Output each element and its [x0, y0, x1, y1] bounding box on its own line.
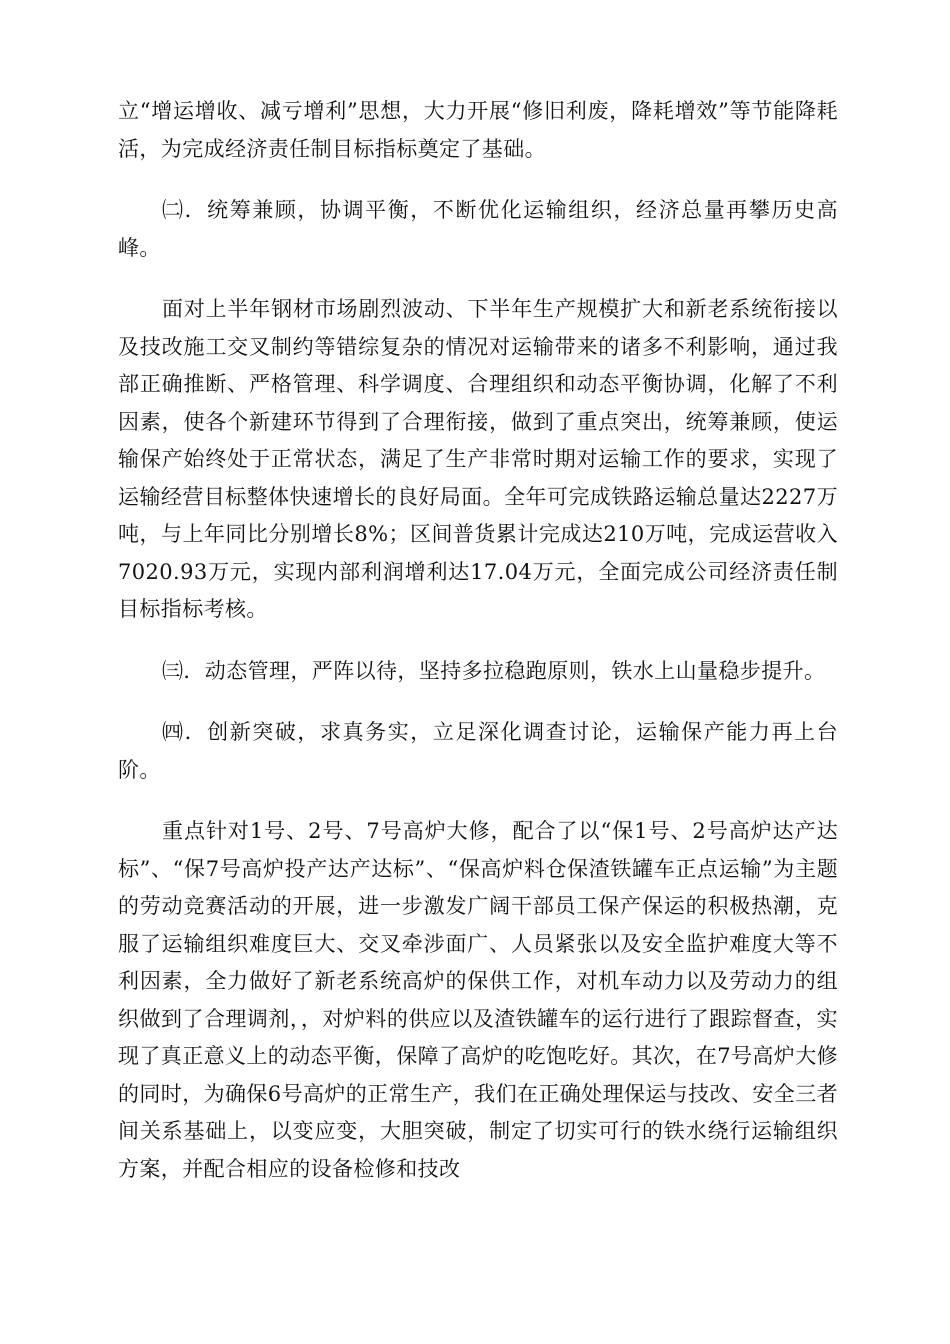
section-heading-2: ㈡．统筹兼顾，协调平衡，不断优化运输组织，经济总量再攀历史高峰。 [118, 198, 838, 260]
section-heading-3: ㈢．动态管理，严阵以待，坚持多拉稳跑原则，铁水上山量稳步提升。 [162, 658, 826, 683]
section-heading-4: ㈣．创新突破，求真务实，立足深化调查讨论，运输保产能力再上台阶。 [118, 720, 838, 782]
document-body [118, 93, 838, 1212]
paragraph-continuation: 立“增运增收、减亏增利”思想，大力开展“修旧利废，降耗增效”等节能降耗活，为完成经济责任制目标指标奠定了基础。 [118, 99, 838, 161]
paragraph-blast-furnace: 重点针对1号、2号、7号高炉大修，配合了以“保1号、2号高炉达产达标”、“保7号高炉投产达产达标”、“保高炉料仓保渣铁罐车正点运输”为主题的劳动竞赛活动的开展，进一步激发广阔干部员工保产保运的积极热潮，克服了运输组织难度巨大、交叉牵涉面广、人员紧张以及安全监护难度大等不利因素，全力做好了新老系统高炉的保供工作，对机车动力以及劳动力的组织做到了合理调剂，，对炉料的供应以及渣铁罐车的运行进行了跟踪督查，实现了真正意义上的动态平衡，保障了高炉的吃饱吃好。其次，在7号高炉大修的同时，为确保6号高炉的正常生产，我们在正确处理保运与技改、安全三者间关系基础上，以变应变，大胆突破，制定了切实可行的铁水绕行运输组织方案，并配合相应的设备检修和技改 [118, 819, 838, 1181]
paragraph-transport-results: 面对上半年钢材市场剧烈波动、下半年生产规模扩大和新老系统衔接以及技改施工交叉制约等错综复杂的情况对运输带来的诸多不利影响，通过我部正确推断、严格管理、科学调度、合理组织和动态平衡协调，化解了不利因素，使各个新建环节得到了合理衔接，做到了重点突出，统筹兼顾，使运输保产始终处于正常状态，满足了生产非常时期对运输工作的要求，实现了运输经营目标整体快速增长的良好局面。全年可完成铁路运输总量达2227万吨，与上年同比分别增长8%；区间普货累计完成达210万吨，完成运营收入7020.93万元，实现内部利润增利达17.04万元，全面完成公司经济责任制目标指标考核。 [118, 297, 838, 621]
